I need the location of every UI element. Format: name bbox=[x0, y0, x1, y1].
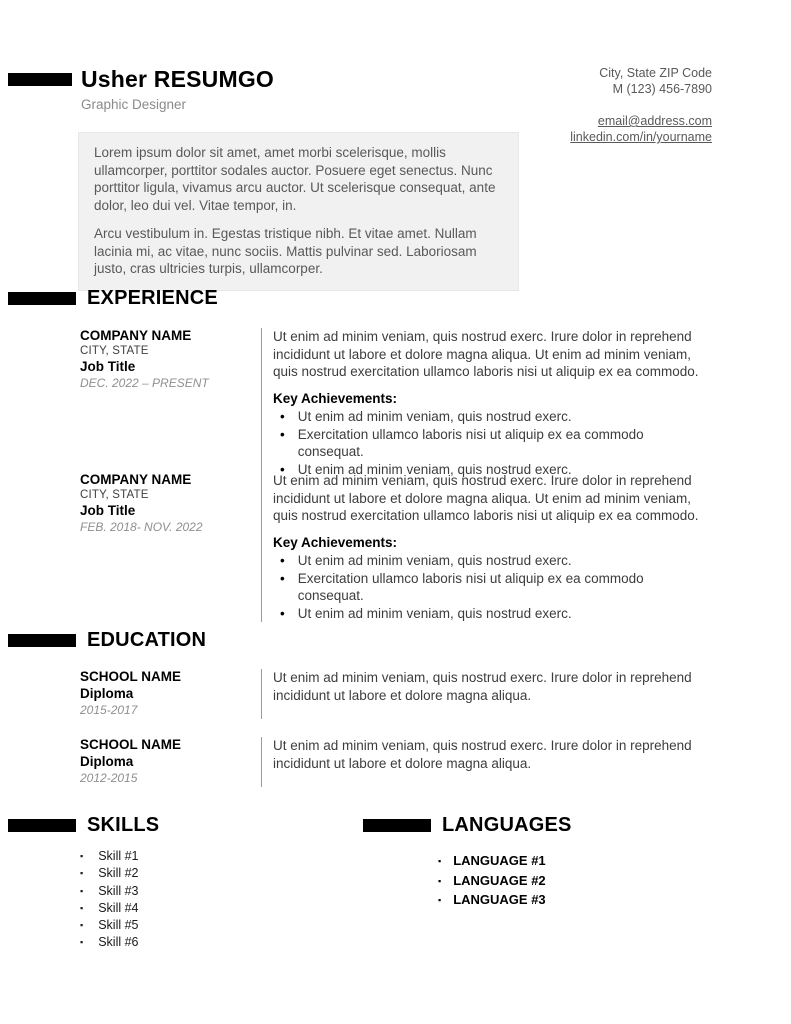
language-text: ▪ LANGUAGE #1 bbox=[453, 853, 546, 868]
education-description: Ut enim ad minim veniam, quis nostrud exerc. Irure dolor in reprehend incididunt ut labore et dolore magna aliqua. bbox=[273, 738, 692, 771]
company-name: COMPANY NAME bbox=[80, 328, 192, 343]
language-item bbox=[438, 872, 546, 892]
company-name: COMPANY NAME bbox=[80, 472, 192, 487]
job-title: Job Title bbox=[80, 503, 136, 518]
experience-entry-details bbox=[261, 472, 712, 622]
achievement-text: • Ut enim ad minim veniam, quis nostrud exerc. bbox=[297, 605, 572, 621]
school-name: SCHOOL NAME bbox=[80, 737, 182, 752]
skill-text: ▪ Skill #3 bbox=[98, 883, 139, 898]
experience-section-header bbox=[8, 287, 218, 310]
experience-accent-bar bbox=[8, 292, 76, 305]
summary-box bbox=[78, 132, 519, 291]
achievement-item bbox=[273, 570, 712, 605]
skill-text: ▪ Skill #4 bbox=[98, 900, 139, 915]
skill-text: ▪ Skill #2 bbox=[98, 866, 139, 881]
experience-section-title: EXPERIENCE bbox=[87, 287, 218, 309]
education-entry-details bbox=[261, 737, 712, 787]
achievement-item bbox=[273, 605, 712, 623]
achievements-label: Key Achievements: bbox=[273, 390, 398, 406]
degree: Diploma bbox=[80, 686, 134, 701]
skills-list bbox=[80, 848, 139, 952]
job-description: Ut enim ad minim veniam, quis nostrud exerc. Irure dolor in reprehend incididunt ut labore et dolore magna aliqua. Ut enim ad minim veniam, quis nostrud exercitation ullamco laboris nisi ut aliquip ex ea commodo. bbox=[273, 329, 699, 379]
job-title: Job Title bbox=[80, 359, 136, 374]
summary-paragraph-2: Arcu vestibulum in. Egestas tristique nibh. Et vitae amet. Nullam lacinia mi, ac vitae, nunc sociis. Mattis pulvinar sed. Laboriosam justo, cras ultricies turpis, ullamcorper. bbox=[94, 226, 477, 276]
achievement-text: • Ut enim ad minim veniam, quis nostrud exerc. bbox=[297, 461, 572, 477]
person-job-title: Graphic Designer bbox=[81, 97, 187, 112]
skill-item bbox=[80, 848, 139, 865]
job-dates: DEC. 2022 – PRESENT bbox=[80, 376, 209, 390]
person-name: Usher RESUMGO bbox=[81, 66, 275, 92]
degree: Diploma bbox=[80, 754, 134, 769]
education-section-title: EDUCATION bbox=[87, 629, 207, 651]
company-location: CITY, STATE bbox=[80, 345, 149, 357]
achievement-text: • Exercitation ullamco laboris nisi ut aliquip ex ea commodo consequat. bbox=[297, 570, 644, 603]
contact-links bbox=[570, 113, 712, 145]
education-section-header bbox=[8, 629, 206, 652]
skill-item bbox=[80, 865, 139, 882]
achievements-label: Key Achievements: bbox=[273, 534, 398, 550]
languages-section-header bbox=[363, 814, 572, 837]
contact-phone: M (123) 456-7890 bbox=[612, 82, 712, 96]
skill-item bbox=[80, 883, 139, 900]
experience-entry-details bbox=[261, 328, 712, 478]
experience-entry-meta bbox=[80, 472, 261, 622]
skill-item bbox=[80, 900, 139, 917]
skills-accent-bar bbox=[8, 819, 76, 832]
achievement-text: • Ut enim ad minim veniam, quis nostrud exerc. bbox=[297, 409, 572, 424]
job-dates: FEB. 2018- NOV. 2022 bbox=[80, 520, 203, 534]
job-description: Ut enim ad minim veniam, quis nostrud exerc. Irure dolor in reprehend incididunt ut labore et dolore magna aliqua. Ut enim ad minim veniam, quis nostrud exercitation ullamco laboris nisi ut aliquip ex ea commodo. bbox=[273, 473, 699, 523]
education-dates: 2015-2017 bbox=[80, 703, 138, 717]
education-entry-meta bbox=[80, 669, 261, 719]
company-location: CITY, STATE bbox=[80, 489, 149, 501]
achievement-text: • Exercitation ullamco laboris nisi ut aliquip ex ea commodo consequat. bbox=[297, 426, 644, 459]
education-accent-bar bbox=[8, 634, 76, 647]
experience-entry bbox=[80, 328, 712, 478]
name-accent-bar bbox=[8, 73, 72, 86]
contact-block bbox=[570, 65, 712, 145]
education-description: Ut enim ad minim veniam, quis nostrud exerc. Irure dolor in reprehend incididunt ut labore et dolore magna aliqua. bbox=[273, 670, 692, 703]
achievement-item bbox=[273, 552, 712, 570]
language-item bbox=[438, 891, 546, 911]
education-entry bbox=[80, 669, 712, 719]
skill-item bbox=[80, 934, 139, 951]
achievement-item bbox=[273, 408, 712, 426]
header bbox=[8, 66, 274, 93]
school-name: SCHOOL NAME bbox=[80, 669, 182, 684]
language-text: ▪ LANGUAGE #2 bbox=[453, 872, 546, 888]
skills-section-header bbox=[8, 814, 159, 837]
education-entry-details bbox=[261, 669, 712, 719]
achievement-item bbox=[273, 426, 712, 461]
languages-accent-bar bbox=[363, 819, 431, 832]
education-entry bbox=[80, 737, 712, 787]
contact-location: City, State ZIP Code bbox=[599, 66, 712, 80]
achievements-list bbox=[273, 552, 712, 622]
email-link[interactable]: email@address.com bbox=[597, 114, 712, 128]
skills-section-title: SKILLS bbox=[87, 814, 160, 836]
education-dates: 2012-2015 bbox=[80, 771, 138, 785]
languages-section-title: LANGUAGES bbox=[442, 814, 572, 836]
linkedin-link[interactable]: linkedin.com/in/yourname bbox=[570, 130, 712, 144]
skill-item bbox=[80, 917, 139, 934]
language-item bbox=[438, 852, 546, 872]
languages-list bbox=[438, 852, 546, 911]
experience-entry-meta bbox=[80, 328, 261, 478]
language-text: ▪ LANGUAGE #3 bbox=[453, 892, 546, 908]
experience-entry bbox=[80, 472, 712, 622]
achievements-list bbox=[273, 408, 712, 478]
skill-text: ▪ Skill #1 bbox=[98, 849, 139, 863]
education-entry-meta bbox=[80, 737, 261, 787]
skill-text: ▪ Skill #6 bbox=[98, 935, 139, 950]
achievement-text: • Ut enim ad minim veniam, quis nostrud exerc. bbox=[297, 553, 572, 568]
summary-paragraph-1: Lorem ipsum dolor sit amet, amet morbi scelerisque, mollis ullamcorper, porttitor sodales auctor. Posuere eget senectus. Nunc porttitor ligula, vivamus arcu auctor. Ut scelerisque consequat, ante dolor, leo dui vel. Vitae tempor, in. bbox=[94, 145, 496, 213]
skill-text: ▪ Skill #5 bbox=[98, 918, 139, 933]
